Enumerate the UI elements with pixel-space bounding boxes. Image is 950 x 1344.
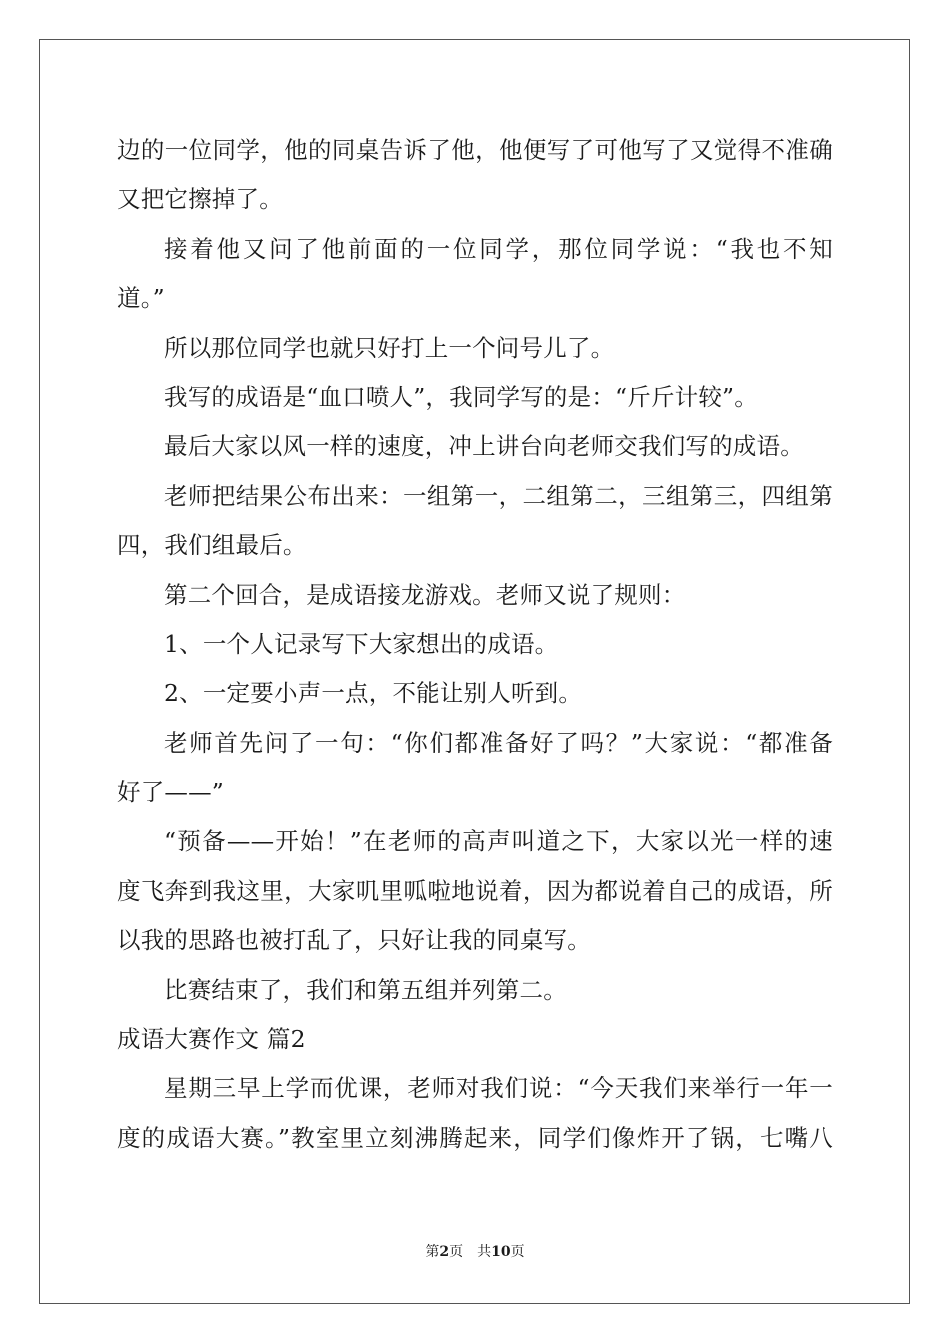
text-line: 四，我们组最后。	[117, 531, 307, 560]
text-line: 第二个回合，是成语接龙游戏。老师又说了规则：	[164, 580, 686, 609]
text-line: 边的一位同学，他的同桌告诉了他，他便写了可他写了又觉得不准确	[117, 136, 833, 164]
list-item: 2、一定要小声一点，不能让别人听到。	[164, 679, 583, 708]
total-prefix: 共	[477, 1244, 492, 1260]
page-footer	[0, 1241, 950, 1261]
text-line: 星期三早上学而优课，老师对我们说：“今天我们来举行一年一	[164, 1074, 833, 1103]
section-heading: 成语大赛作文 篇2	[117, 1025, 306, 1054]
document-body	[117, 126, 833, 1163]
text-line: “预备——开始！”在老师的高声叫道之下，大家以光一样的速	[164, 827, 833, 856]
list-item: 1、一个人记录写下大家想出的成语。	[164, 629, 559, 658]
total-pages: 10	[491, 1244, 511, 1260]
text-line: 所以那位同学也就只好打上一个问号儿了。	[164, 333, 615, 362]
text-line: 最后大家以风一样的速度，冲上讲台向老师交我们写的成语。	[164, 432, 804, 461]
text-line: 以我的思路也被打乱了，只好让我的同桌写。	[117, 926, 591, 955]
text-line: 又把它擦掉了。	[117, 185, 283, 214]
text-line: 老师首先问了一句：“你们都准备好了吗？”大家说：“都准备	[164, 728, 833, 757]
text-line: 度飞奔到我这里，大家叽里呱啦地说着，因为都说着自己的成语，所	[117, 876, 833, 905]
text-line: 老师把结果公布出来：一组第一，二组第二，三组第三，四组第	[164, 481, 833, 510]
page-number: 2	[439, 1244, 450, 1260]
text-line: 接着他又问了他前面的一位同学，那位同学说：“我也不知	[164, 234, 833, 263]
page-suffix: 页	[449, 1244, 464, 1260]
text-line: 比赛结束了，我们和第五组并列第二。	[164, 975, 567, 1004]
text-line: 道。”	[117, 284, 165, 313]
text-line: 我写的成语是“血口喷人”，我同学写的是：“斤斤计较”。	[164, 382, 758, 411]
total-suffix: 页	[510, 1244, 525, 1260]
page-prefix: 第	[425, 1244, 440, 1260]
text-line: 好了——”	[117, 778, 225, 807]
text-line: 度的成语大赛。”教室里立刻沸腾起来，同学们像炸开了锅，七嘴八	[117, 1123, 833, 1152]
